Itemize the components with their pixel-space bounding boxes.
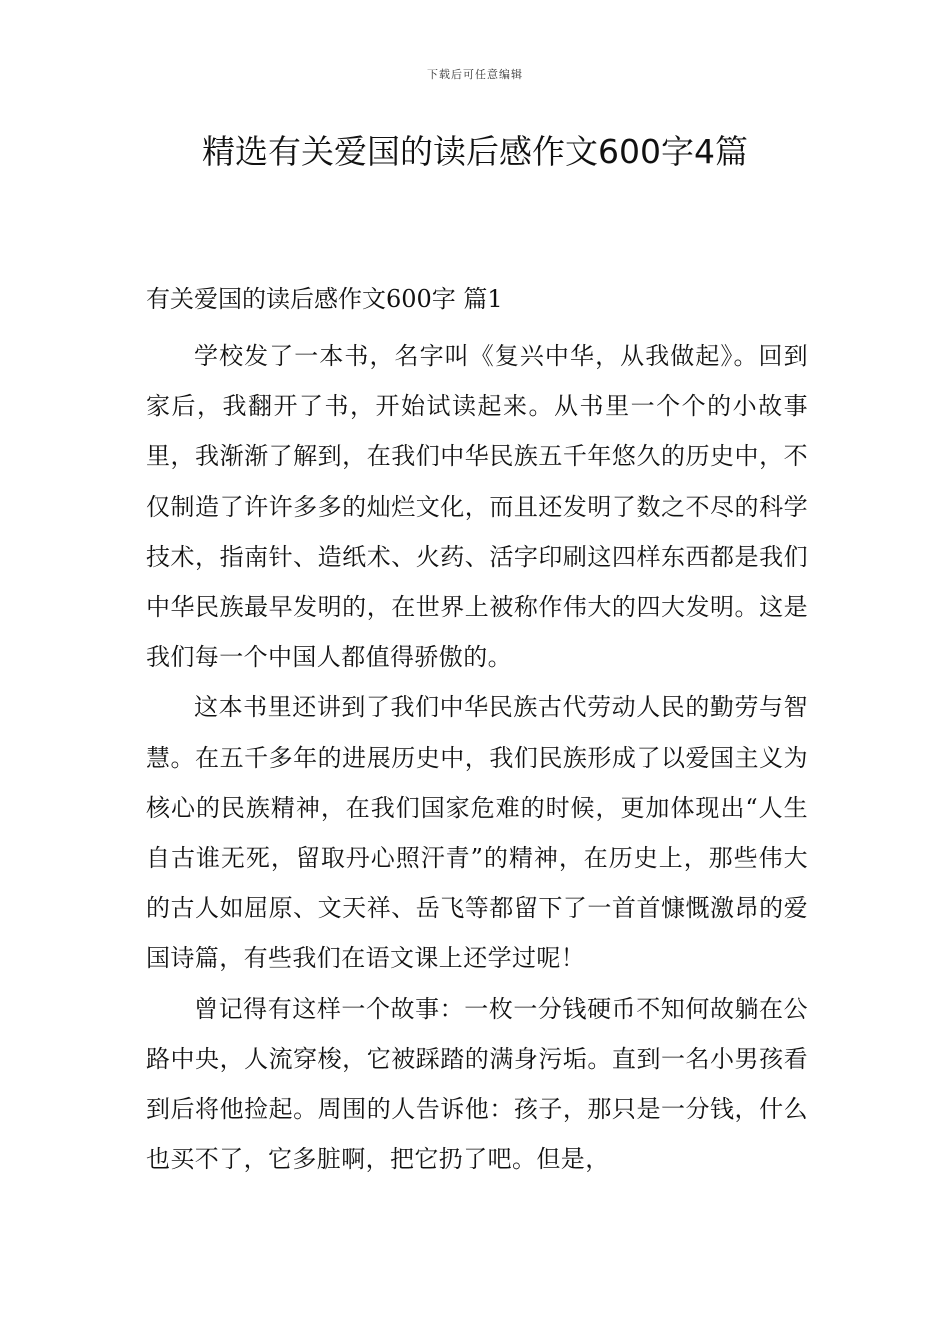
paragraph-2: 这本书里还讲到了我们中华民族古代劳动人民的勤劳与智慧。在五千多年的进展历史中，我们民族形成了以爱国主义为核心的民族精神，在我们国家危难的时候，更加体现出“人生自古谁无死，留取丹心照汗青”的精神，在历史上，那些伟大的古人如屈原、文天祥、岳飞等都留下了一首首慷慨激昂的爱国诗篇，有些我们在语文课上还学过呢！ — [146, 693, 808, 973]
paragraph-1: 学校发了一本书，名字叫《复兴中华，从我做起》。回到家后，我翻开了书，开始试读起来。从书里一个个的小故事里，我渐渐了解到，在我们中华民族五千年悠久的历史中，不仅制造了许许多多的灿烂文化，而且还发明了数之不尽的科学技术，指南针、造纸术、火药、活字印刷这四样东西都是我们中华民族最早发明的，在世界上被称作伟大的四大发明。这是我们每一个中国人都值得骄傲的。 — [146, 342, 808, 672]
paragraph-3: 曾记得有这样一个故事：一枚一分钱硬币不知何故躺在公路中央，人流穿梭，它被踩踏的满身污垢。直到一名小男孩看到后将他捡起。周围的人告诉他：孩子，那只是一分钱，什么也买不了，它多脏啊，把它扔了吧。但是， — [146, 994, 808, 1174]
document-body — [146, 280, 808, 1184]
section-heading: 有关爱国的读后感作文600字 篇1 — [146, 285, 503, 313]
header-note: 下载后可任意编辑 — [427, 68, 523, 81]
document-title: 精选有关爱国的读后感作文600字4篇 — [202, 132, 748, 171]
